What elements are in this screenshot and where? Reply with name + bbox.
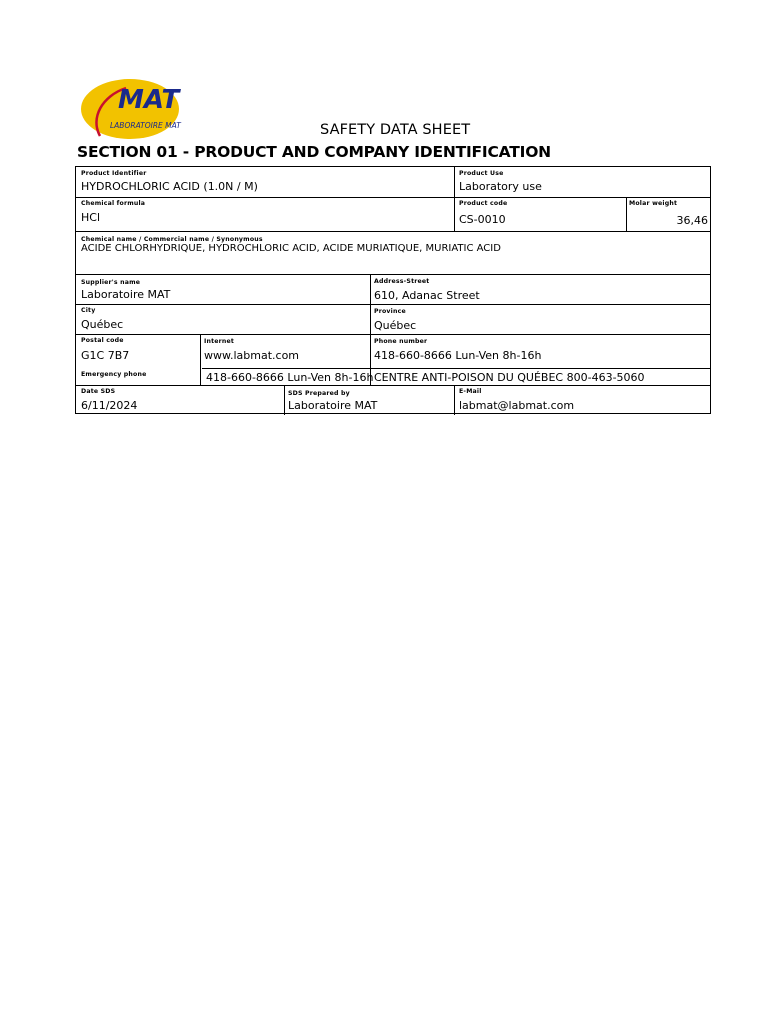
product-code-value: CS-0010 <box>459 213 506 226</box>
province-label: Province <box>374 308 406 315</box>
logo-subtitle-text: LABORATOIRE MAT <box>110 121 181 130</box>
molar-weight-value: 36,46 <box>676 214 708 227</box>
product-identifier-label: Product Identifier <box>81 170 147 177</box>
date-sds-label: Date SDS <box>81 388 116 395</box>
molar-weight-label: Molar weight <box>629 200 678 207</box>
identification-form <box>75 166 711 414</box>
section-heading: SECTION 01 - PRODUCT AND COMPANY IDENTIFICATION <box>77 143 551 161</box>
supplier-name-value: Laboratoire MAT <box>81 288 171 301</box>
postal-code-label: Postal code <box>81 337 124 344</box>
sds-prepared-by-label: SDS Prepared by <box>288 390 350 397</box>
address-street-label: Address-Street <box>374 278 430 285</box>
phone-number-label: Phone number <box>374 338 428 345</box>
chemical-formula-label: Chemical formula <box>81 200 146 207</box>
poison-center-value: CENTRE ANTI-POISON DU QUÉBEC 800-463-5060 <box>374 371 645 384</box>
chemical-formula-value: HCl <box>81 211 101 224</box>
email-label: E-Mail <box>459 388 482 395</box>
province-value: Québec <box>374 319 417 332</box>
laboratoire-mat-logo <box>80 78 184 140</box>
emergency-phone-value: 418-660-8666 Lun-Ven 8h-16h <box>206 371 374 384</box>
supplier-name-label: Supplier's name <box>81 279 141 286</box>
postal-code-value: G1C 7B7 <box>81 349 130 362</box>
product-use-label: Product Use <box>459 170 504 177</box>
synonyms-label: Chemical name / Commercial name / Synonymous <box>81 236 263 243</box>
product-use-value: Laboratory use <box>459 180 542 193</box>
document-title: SAFETY DATA SHEET <box>320 122 471 138</box>
logo-brand-text: MAT <box>118 85 180 115</box>
synonyms-value: ACIDE CHLORHYDRIQUE, HYDROCHLORIC ACID, ACIDE MURIATIQUE, MURIATIC ACID <box>81 243 501 254</box>
internet-value: www.labmat.com <box>204 349 300 362</box>
internet-label: Internet <box>204 338 235 345</box>
city-value: Québec <box>81 318 124 331</box>
date-sds-value: 6/11/2024 <box>81 399 138 412</box>
product-identifier-value: HYDROCHLORIC ACID (1.0N / M) <box>81 180 258 193</box>
product-code-label: Product code <box>459 200 508 207</box>
address-street-value: 610, Adanac Street <box>374 289 480 302</box>
phone-number-value: 418-660-8666 Lun-Ven 8h-16h <box>374 349 542 362</box>
sds-prepared-by-value: Laboratoire MAT <box>288 399 378 412</box>
city-label: City <box>81 307 96 314</box>
email-value[interactable]: labmat@labmat.com <box>459 399 575 412</box>
emergency-phone-label: Emergency phone <box>81 371 147 378</box>
